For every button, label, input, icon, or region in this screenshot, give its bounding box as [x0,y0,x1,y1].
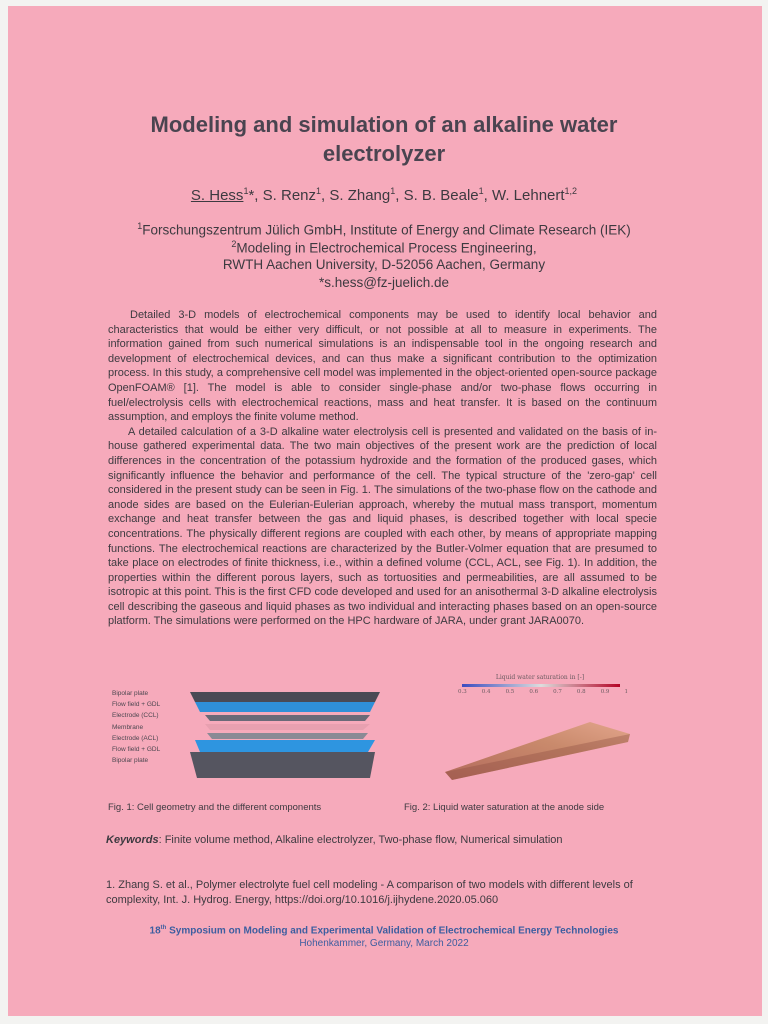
author-4: S. B. Beale [403,187,479,204]
abstract-body [108,308,657,629]
author-3: S. Zhang [329,187,391,204]
author-list [0,186,768,204]
keywords [106,833,586,848]
affil-marker: 2 [231,239,237,249]
electrode-ccl [205,715,370,721]
tick-label: 0.5 [505,689,515,695]
tick-label: 0.7 [553,689,562,695]
reference-1: 1. Zhang S. et al., Polymer electrolyte fuel cell modeling - A comparison of two models with different levels of complexity, Int. J. Hydrog. Energy, https://doi.org/10.1016/j.ijhydene.2020.05.060 [106,879,633,906]
flow-field-top [195,702,375,712]
layer-label: Membrane [112,723,144,731]
title-line-1: Modeling and simulation of an alkaline water [150,112,618,137]
fig2-caption: Fig. 2: Liquid water saturation at the anode side [404,802,605,813]
affil-marker: 1 [137,221,143,231]
affil-text: Modeling in Electrochemical Process Engineering, [236,240,537,256]
author-1-star: *, [248,187,263,204]
layer-label: Electrode (ACL) [112,734,159,742]
tick-label: 0.6 [529,689,539,695]
tick-label: 1 [624,689,628,695]
cell-stack-illustration [185,688,390,788]
keywords-text: : Finite volume method, Alkaline electrolyzer, Two-phase flow, Numerical simulation [158,834,563,846]
electrode-acl [207,733,368,739]
flow-field-bottom [195,740,375,752]
layer-label: Bipolar plate [112,757,149,765]
figure-2 [440,674,640,786]
fig1-caption: Fig. 1: Cell geometry and the different components [108,802,322,813]
tick-label: 0.4 [481,689,491,695]
symposium-number: 18 [149,925,161,937]
author-2: S. Renz [262,187,316,204]
author-sep: , [395,187,404,204]
layer-label: Bipolar plate [112,690,149,697]
saturation-plot [440,684,640,786]
author-2-affil: 1 [316,186,322,196]
page-title [0,110,768,168]
tick-label: 0.8 [576,689,586,695]
contact-email: *s.hess@fz-juelich.de [318,275,449,290]
author-sep: , [321,187,330,204]
author-sep: , [483,187,492,204]
symposium-location: Hohenkammer, Germany, March 2022 [299,938,469,949]
paragraph-2: A detailed calculation of a 3-D alkaline water electrolysis cell is presented and validated on the basis of in-house gathered experimental data. The two main objectives of the present work are the prediction of local differences in the concentration of the potassium hydroxide and the formation of the produced gases, which significantly influence the behavior and performance of the cell. The typical structure of the 'zero-gap' cell considered in the present study can be seen in Fig. 1. The simulations of the two-phase flow on the cathode and anode sides are based on the Eulerian-Eulerian approach, whereby the mutual mass transport, momentum exchange and heat transfer between the gas and liquid phases, is described together with local specie concentrations. The physically different regions are coupled with each other, by means of appropriate mapping functions. The electrochemical reactions are characterized by the Butler-Volmer equation that are presumed to take place on electrodes of finite thickness, i.e., within a defined volume (CCL, ACL, see Fig. 1). In addition, the properties within the different porous layers, such as tortuosities and permeabilities, are all assumed to be isotropic at this point. This is the first CFD code developed and used for an anisothermal 3-D alkaline electrolysis cell describing the gaseous and liquid phases as two individual and interacting phases based on an open-source platform. The simulations were performed on the HPC hardware of JARA, under grant JARA0070. [108,425,657,628]
fig1-labels [112,688,192,766]
affil-text: Forschungszentrum Jülich GmbH, Institute of Energy and Climate Research (IEK) [142,222,631,238]
colorbar-ticks [458,689,628,695]
keywords-label: Keywords [106,834,159,846]
figure-1 [110,688,390,788]
colorbar [462,684,620,687]
affiliation-1 [0,221,768,238]
layer-label: Flow field + GDL [112,701,161,709]
author-3-affil: 1 [390,186,396,196]
layer-label: Electrode (CCL) [112,712,159,720]
symposium-text: Symposium on Modeling and Experimental Validation of Electrochemical Energy Technologies [166,925,619,937]
bipolar-plate-top [190,692,380,702]
symposium-title [0,925,768,936]
title-line-2: electrolyzer [322,141,446,166]
paragraph-1: Detailed 3-D models of electrochemical components may be used to identify local behavior and characteristics that would be either very difficult, or not possible at all to measure in experiments. The information gained from such numerical simulations is an indispensable tool in the ongoing research and development of electrochemical devices, and can thus make a significant contribution to the optimization process. In this study, a comprehensive cell model was implemented in the object-oriented open-source package OpenFOAM® [1]. The model is able to consider single-phase and/or two-phase flows occurring in fuel/electrolysis cells with electrochemical reactions, mass and heat transfer. It is based on the continuum assumption, and employs the finite volume method. [108,309,657,424]
author-4-affil: 1 [478,186,484,196]
membrane [205,724,370,730]
bipolar-plate-bottom [190,752,375,778]
author-5-affil: 1,2 [564,186,578,196]
author-1-affil: 1 [243,186,249,196]
colorbar-title: Liquid water saturation in [-] [495,674,585,681]
layer-label: Flow field + GDL [112,746,161,754]
author-1: S. Hess [190,187,244,204]
tick-label: 0.3 [458,689,467,695]
tick-label: 0.9 [600,689,610,695]
symposium-ordinal: th [160,925,167,931]
affiliation-2 [0,239,768,256]
author-5: W. Lehnert [492,187,565,204]
affiliation-3: RWTH Aachen University, D-52056 Aachen, Germany [222,257,546,272]
